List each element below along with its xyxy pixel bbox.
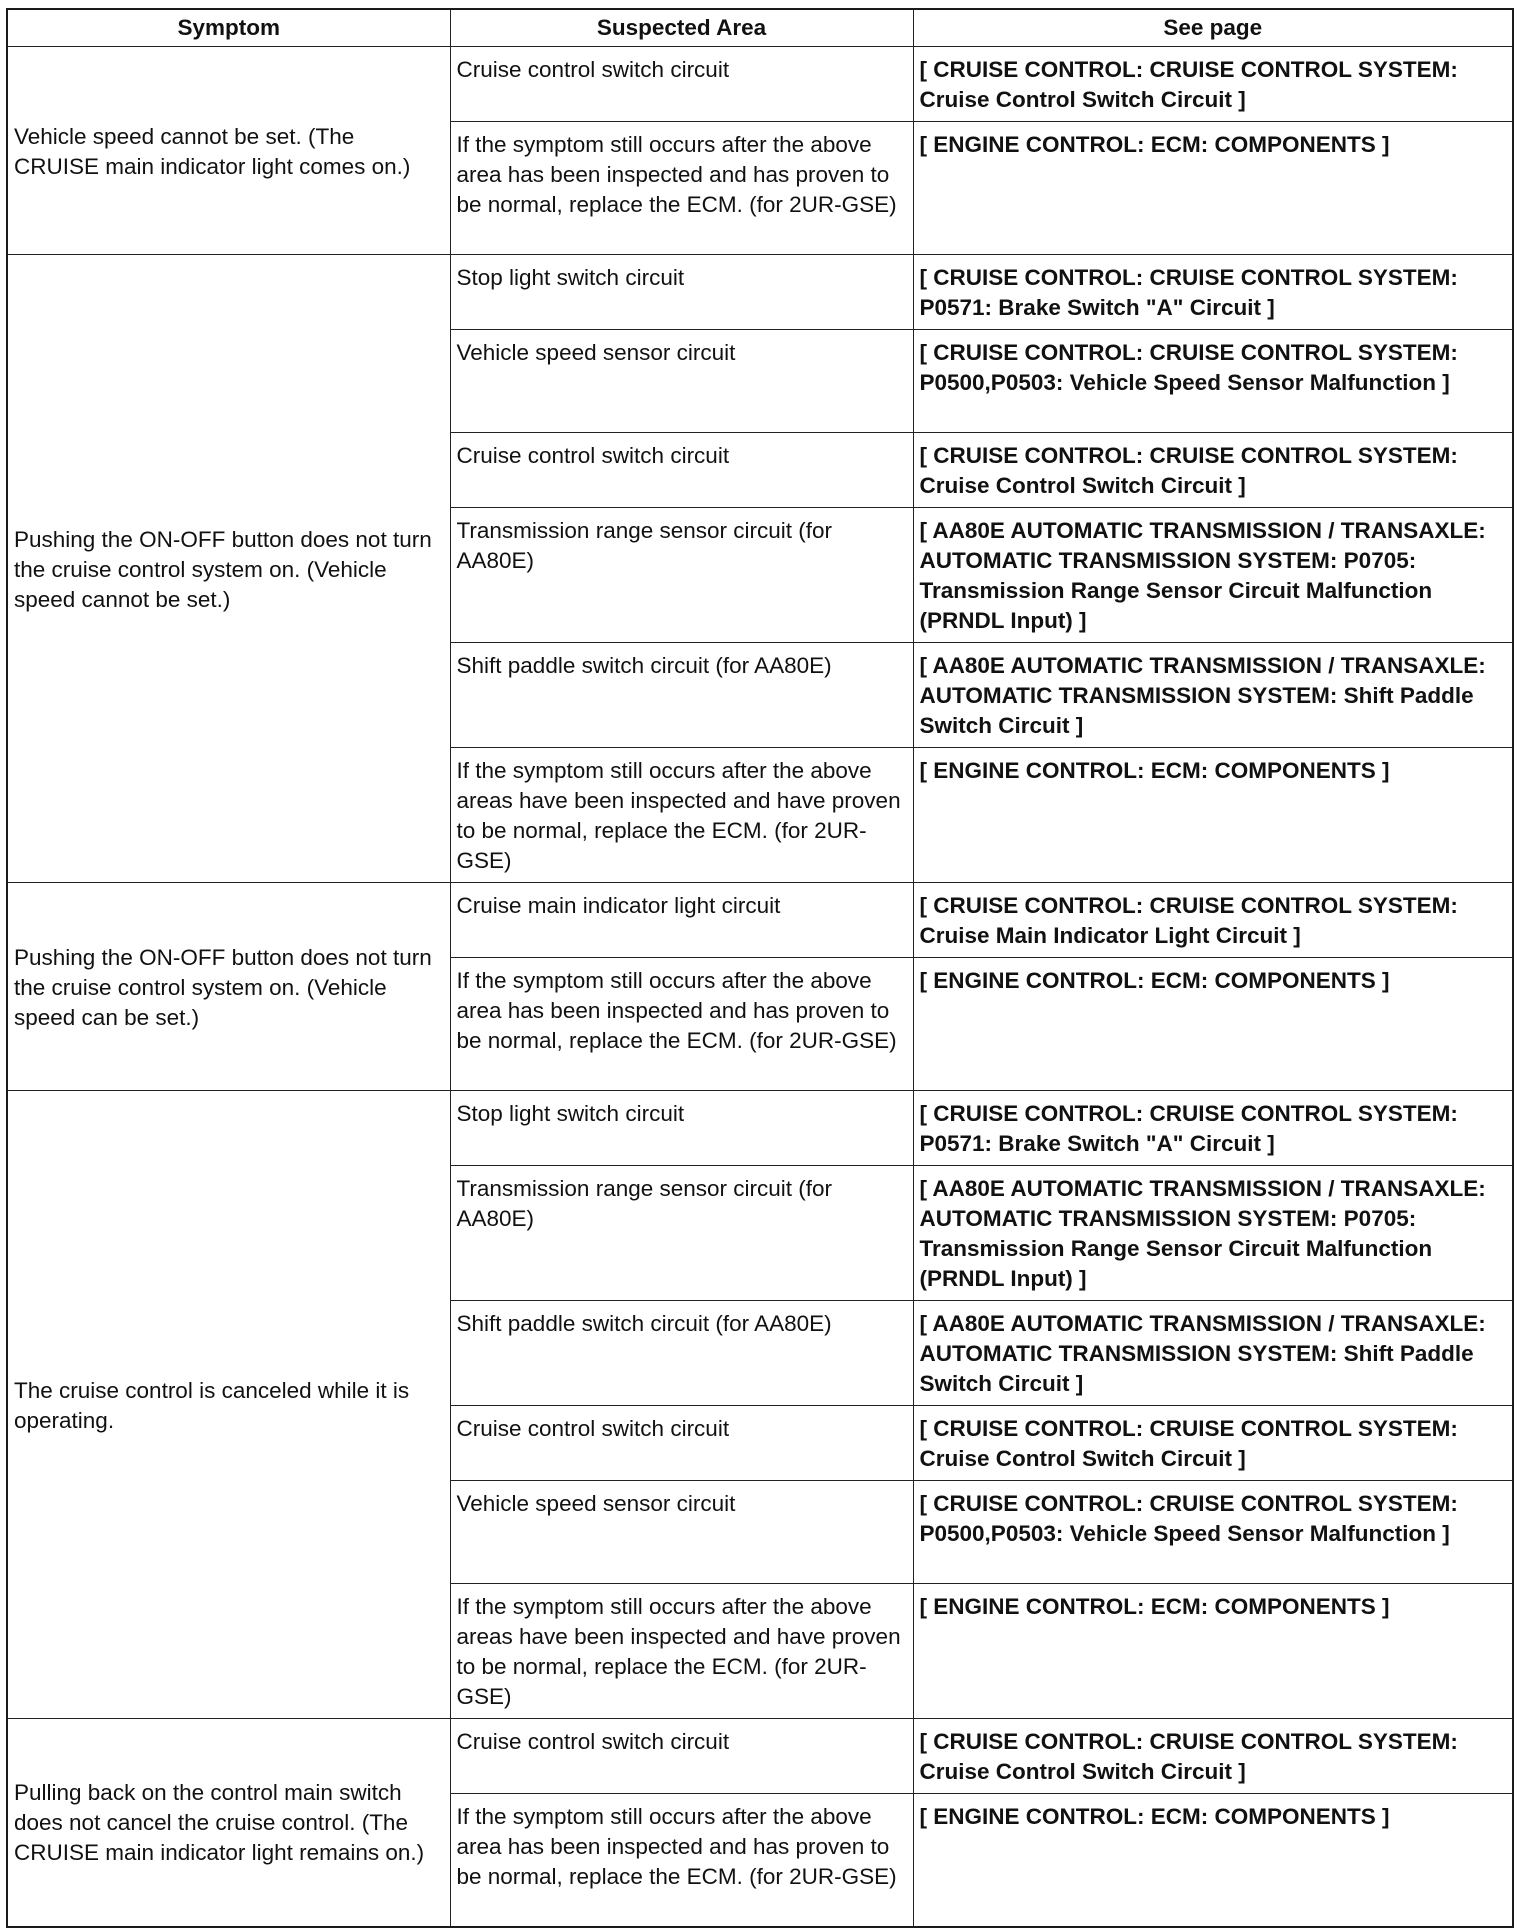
suspected-area-cell: If the symptom still occurs after the above areas have been inspected and have proven to be normal, replace the ECM. (for 2UR-GSE) — [450, 748, 913, 883]
symptom-cell: Pulling back on the control main switch does not cancel the cruise control. (The CRUISE main indicator light remains on.) — [7, 1719, 450, 1927]
see-page-link[interactable]: [ ENGINE CONTROL: ECM: COMPONENTS ] — [913, 1584, 1513, 1719]
table-row — [7, 1091, 1513, 1166]
header-suspected-area: Suspected Area — [450, 9, 913, 47]
suspected-area-cell: Transmission range sensor circuit (for AA80E) — [450, 1166, 913, 1301]
table-row — [7, 883, 1513, 958]
see-page-link[interactable]: [ AA80E AUTOMATIC TRANSMISSION / TRANSAXLE: AUTOMATIC TRANSMISSION SYSTEM: P0705: Transmission Range Sensor Circuit Malfunction (PRNDL Input) ] — [913, 508, 1513, 643]
see-page-link[interactable]: [ ENGINE CONTROL: ECM: COMPONENTS ] — [913, 1794, 1513, 1927]
see-page-link[interactable]: [ CRUISE CONTROL: CRUISE CONTROL SYSTEM: Cruise Control Switch Circuit ] — [913, 1406, 1513, 1481]
suspected-area-cell: Cruise control switch circuit — [450, 433, 913, 508]
symptom-cell: Pushing the ON-OFF button does not turn the cruise control system on. (Vehicle speed cannot be set.) — [7, 255, 450, 883]
suspected-area-cell: Shift paddle switch circuit (for AA80E) — [450, 1301, 913, 1406]
suspected-area-cell: If the symptom still occurs after the above area has been inspected and has proven to be normal, replace the ECM. (for 2UR-GSE) — [450, 958, 913, 1091]
table-row — [7, 1719, 1513, 1794]
suspected-area-cell: Vehicle speed sensor circuit — [450, 1481, 913, 1584]
suspected-area-cell: Stop light switch circuit — [450, 1091, 913, 1166]
symptom-cell: Vehicle speed cannot be set. (The CRUISE main indicator light comes on.) — [7, 47, 450, 255]
symptom-cell: Pushing the ON-OFF button does not turn the cruise control system on. (Vehicle speed can be set.) — [7, 883, 450, 1091]
see-page-link[interactable]: [ AA80E AUTOMATIC TRANSMISSION / TRANSAXLE: AUTOMATIC TRANSMISSION SYSTEM: Shift Paddle Switch Circuit ] — [913, 643, 1513, 748]
suspected-area-cell: Cruise control switch circuit — [450, 47, 913, 122]
table-row — [7, 47, 1513, 122]
see-page-link[interactable]: [ CRUISE CONTROL: CRUISE CONTROL SYSTEM: P0571: Brake Switch "A" Circuit ] — [913, 1091, 1513, 1166]
see-page-link[interactable]: [ CRUISE CONTROL: CRUISE CONTROL SYSTEM: P0500,P0503: Vehicle Speed Sensor Malfunction ] — [913, 1481, 1513, 1584]
suspected-area-cell: If the symptom still occurs after the above areas have been inspected and have proven to be normal, replace the ECM. (for 2UR-GSE) — [450, 1584, 913, 1719]
see-page-link[interactable]: [ ENGINE CONTROL: ECM: COMPONENTS ] — [913, 958, 1513, 1091]
see-page-link[interactable]: [ AA80E AUTOMATIC TRANSMISSION / TRANSAXLE: AUTOMATIC TRANSMISSION SYSTEM: P0705: Transmission Range Sensor Circuit Malfunction (PRNDL Input) ] — [913, 1166, 1513, 1301]
see-page-link[interactable]: [ CRUISE CONTROL: CRUISE CONTROL SYSTEM: Cruise Control Switch Circuit ] — [913, 433, 1513, 508]
header-see-page: See page — [913, 9, 1513, 47]
suspected-area-cell: Cruise control switch circuit — [450, 1719, 913, 1794]
suspected-area-cell: If the symptom still occurs after the above area has been inspected and has proven to be normal, replace the ECM. (for 2UR-GSE) — [450, 1794, 913, 1927]
table-body — [7, 47, 1513, 1927]
suspected-area-cell: Shift paddle switch circuit (for AA80E) — [450, 643, 913, 748]
see-page-link[interactable]: [ CRUISE CONTROL: CRUISE CONTROL SYSTEM: P0571: Brake Switch "A" Circuit ] — [913, 255, 1513, 330]
table-header — [7, 9, 1513, 47]
see-page-link[interactable]: [ ENGINE CONTROL: ECM: COMPONENTS ] — [913, 122, 1513, 255]
header-symptom: Symptom — [7, 9, 450, 47]
suspected-area-cell: Cruise main indicator light circuit — [450, 883, 913, 958]
suspected-area-cell: Cruise control switch circuit — [450, 1406, 913, 1481]
suspected-area-cell: Transmission range sensor circuit (for AA80E) — [450, 508, 913, 643]
table-row — [7, 255, 1513, 330]
see-page-link[interactable]: [ AA80E AUTOMATIC TRANSMISSION / TRANSAXLE: AUTOMATIC TRANSMISSION SYSTEM: Shift Paddle Switch Circuit ] — [913, 1301, 1513, 1406]
symptom-table — [6, 8, 1514, 1928]
see-page-link[interactable]: [ CRUISE CONTROL: CRUISE CONTROL SYSTEM: Cruise Control Switch Circuit ] — [913, 1719, 1513, 1794]
suspected-area-cell: If the symptom still occurs after the above area has been inspected and has proven to be normal, replace the ECM. (for 2UR-GSE) — [450, 122, 913, 255]
symptom-cell: The cruise control is canceled while it is operating. — [7, 1091, 450, 1719]
troubleshooting-table-container — [6, 8, 1512, 1928]
see-page-link[interactable]: [ CRUISE CONTROL: CRUISE CONTROL SYSTEM: P0500,P0503: Vehicle Speed Sensor Malfunction ] — [913, 330, 1513, 433]
see-page-link[interactable]: [ CRUISE CONTROL: CRUISE CONTROL SYSTEM: Cruise Control Switch Circuit ] — [913, 47, 1513, 122]
see-page-link[interactable]: [ ENGINE CONTROL: ECM: COMPONENTS ] — [913, 748, 1513, 883]
header-row — [7, 9, 1513, 47]
suspected-area-cell: Stop light switch circuit — [450, 255, 913, 330]
suspected-area-cell: Vehicle speed sensor circuit — [450, 330, 913, 433]
see-page-link[interactable]: [ CRUISE CONTROL: CRUISE CONTROL SYSTEM: Cruise Main Indicator Light Circuit ] — [913, 883, 1513, 958]
